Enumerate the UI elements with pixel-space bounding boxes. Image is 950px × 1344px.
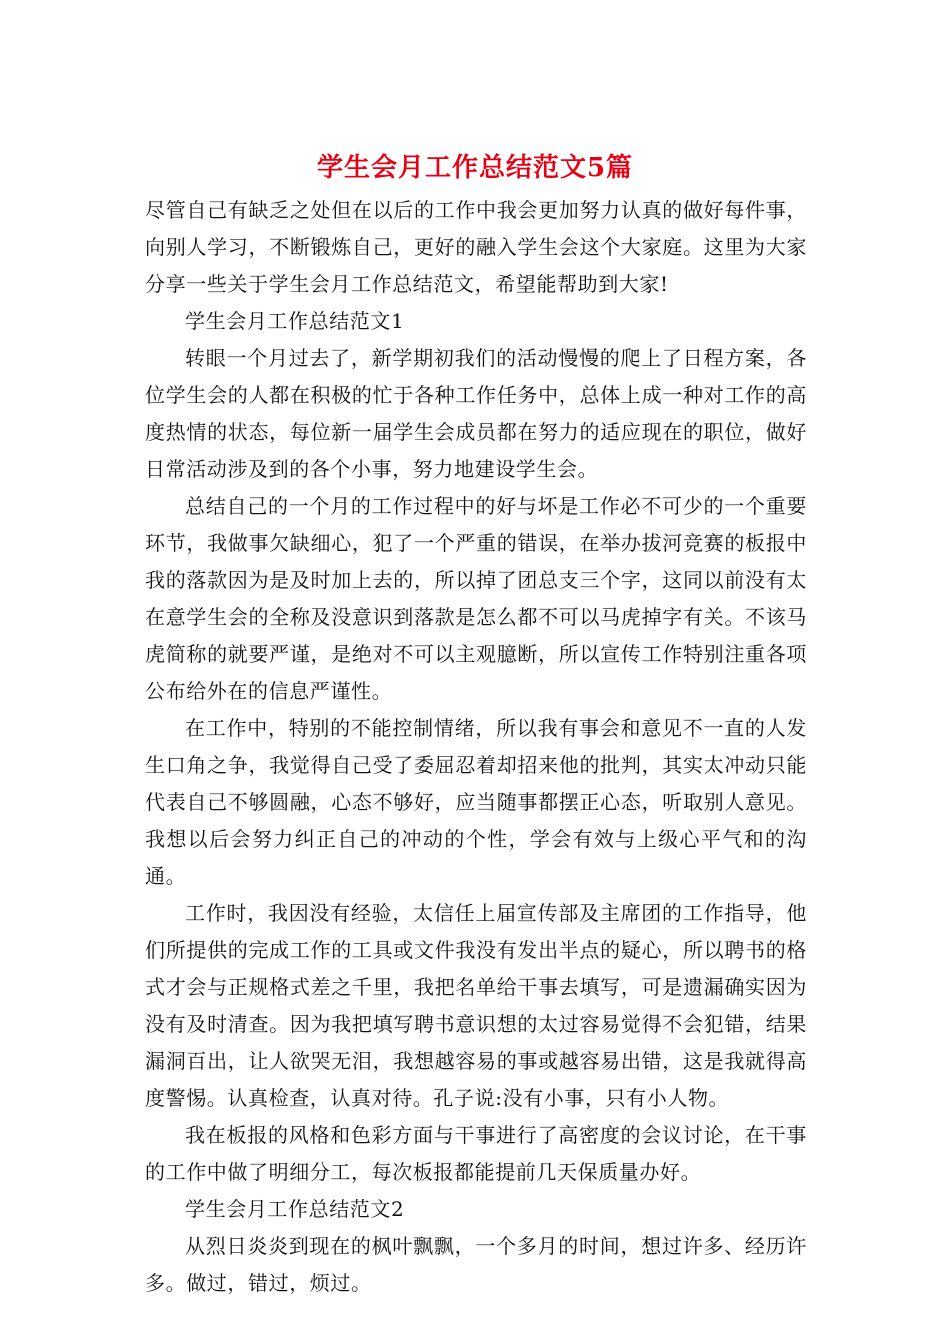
body-paragraph: 工作时，我因没有经验，太信任上届宣传部及主席团的工作指导，他们所提供的完成工作的工具或文件我没有发出半点的疑心，所以聘书的格式才会与正规格式差之千里，我把名单给干事去填写，可是遗漏确实因为没有及时清查。因为我把填写聘书意识想的太过容易觉得不会犯错，结果漏洞百出，让人欲哭无泪，我想越容易的事或越容易出错，这是我就得高度警惕。认真检查，认真对待。孔子说:没有小事，只有小人物。: [145, 901, 807, 1110]
body-paragraph: 转眼一个月过去了，新学期初我们的活动慢慢的爬上了日程方案，各位学生会的人都在积极的忙于各种工作任务中，总体上成一种对工作的高度热情的状态，每位新一届学生会成员都在努力的适应现在的职位，做好日常活动涉及到的各个小事，努力地建设学生会。: [145, 346, 807, 481]
body-paragraph: 我在板报的风格和色彩方面与干事进行了高密度的会议讨论，在干事的工作中做了明细分工，每次板报都能提前几天保质量办好。: [145, 1123, 807, 1184]
section-heading-1: 学生会月工作总结范文1: [185, 309, 405, 333]
section-heading-2: 学生会月工作总结范文2: [185, 1197, 405, 1221]
body-paragraph: 在工作中，特别的不能控制情绪，所以我有事会和意见不一直的人发生口角之争，我觉得自己受了委屈忍着却招来他的批判，其实太冲动只能代表自己不够圆融，心态不够好，应当随事都摆正心态，听取别人意见。我想以后会努力纠正自己的冲动的个性，学会有效与上级心平气和的沟通。: [145, 716, 807, 888]
document-title: 学生会月工作总结范文5篇: [316, 153, 634, 183]
body-paragraph: 从烈日炎炎到现在的枫叶飘飘，一个多月的时间，想过许多、经历许多。做过，错过，烦过。: [145, 1234, 807, 1295]
document-body: [145, 192, 807, 1302]
body-paragraph: 总结自己的一个月的工作过程中的好与坏是工作必不可少的一个重要环节，我做事欠缺细心，犯了一个严重的错误，在举办拔河竞赛的板报中我的落款因为是及时加上去的，所以掉了团总支三个字，这同以前没有太在意学生会的全称及没意识到落款是怎么都不可以马虎掉字有关。不该马虎简称的就要严谨，是绝对不可以主观臆断，所以宣传工作特别注重各项公布给外在的信息严谨性。: [145, 494, 807, 703]
intro-paragraph: 尽管自己有缺乏之处但在以后的工作中我会更加努力认真的做好每件事，向别人学习，不断锻炼自己，更好的融入学生会这个大家庭。这里为大家分享一些关于学生会月工作总结范文，希望能帮助到大家!: [145, 198, 807, 296]
